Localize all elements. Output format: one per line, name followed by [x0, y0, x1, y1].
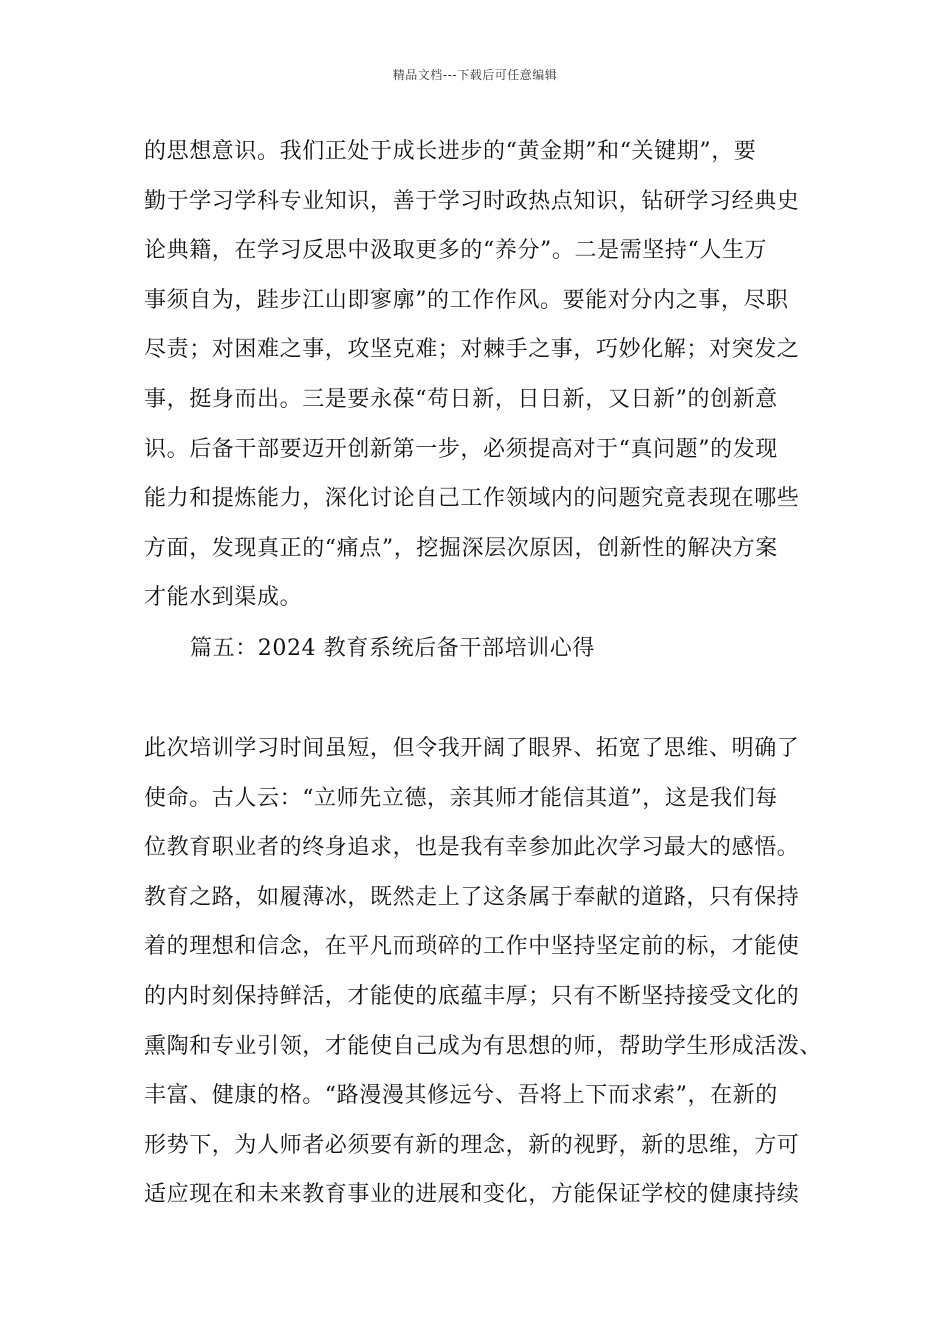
text-line: 能力和提炼能力，深化讨论自己工作领域内的问题究竟表现在哪些	[144, 486, 800, 512]
text-line: 此次培训学习时间虽短，但令我开阔了眼界、拓宽了思维、明确了	[144, 736, 800, 761]
text-line: 事，挺身而出。三是要永葆“苟日新，日日新，又日新”的创新意	[144, 386, 778, 412]
text-line: 尽责；对困难之事，攻坚克难；对棘手之事，巧妙化解；对突发之	[144, 337, 800, 363]
paragraph-continued	[144, 127, 824, 623]
text-line: 丰富、健康的格。“路漫漫其修远兮、吾将上下而求索”，在新的	[144, 1083, 778, 1109]
text-line: 才能水到渠成。	[144, 585, 303, 611]
text-line: 方面，发现真正的“痛点”，挖掘深层次原因，创新性的解决方案	[144, 535, 778, 561]
text-line: 熏陶和专业引领，才能使自己成为有思想的师，帮助学生形成活泼、	[144, 1033, 823, 1059]
text-line: 事须自为，跬步江山即寥廓”的工作作风。要能对分内之事，尽职	[144, 287, 789, 313]
text-line: 使命。古人云：“立师先立德，亲其师才能信其道”，这是我们每	[144, 785, 778, 811]
text-line: 的思想意识。我们正处于成长进步的“黄金期”和“关键期”，要	[144, 139, 757, 164]
text-line: 勤于学习学科专业知识，善于学习时政热点知识，钻研学习经典史	[144, 188, 800, 214]
text-line: 教育之路，如履薄冰，既然走上了这条属于奉献的道路，只有保持	[144, 884, 800, 910]
text-line: 形势下，为人师者必须要有新的理念，新的视野，新的思维，方可	[144, 1132, 800, 1158]
text-line: 着的理想和信念，在平凡而琐碎的工作中坚持坚定前的标，才能使	[144, 934, 800, 960]
text-line: 位教育职业者的终身追求，也是我有幸参加此次学习最大的感悟。	[144, 835, 800, 861]
paragraph-section-five	[144, 724, 824, 1220]
page-header: 精品文档---下载后可任意编辑	[392, 68, 558, 82]
text-line: 论典籍，在学习反思中汲取更多的“养分”。二是需坚持“人生万	[144, 238, 768, 264]
section-heading: 篇五：2024 教育系统后备干部培训心得	[190, 636, 595, 661]
text-line: 适应现在和未来教育事业的进展和变化，方能保证学校的健康持续	[144, 1182, 800, 1208]
text-line: 的内时刻保持鲜活，才能使的底蕴丰厚；只有不断坚持接受文化的	[144, 983, 800, 1009]
text-line: 识。后备干部要迈开创新第一步，必须提高对于“真问题”的发现	[144, 436, 778, 462]
